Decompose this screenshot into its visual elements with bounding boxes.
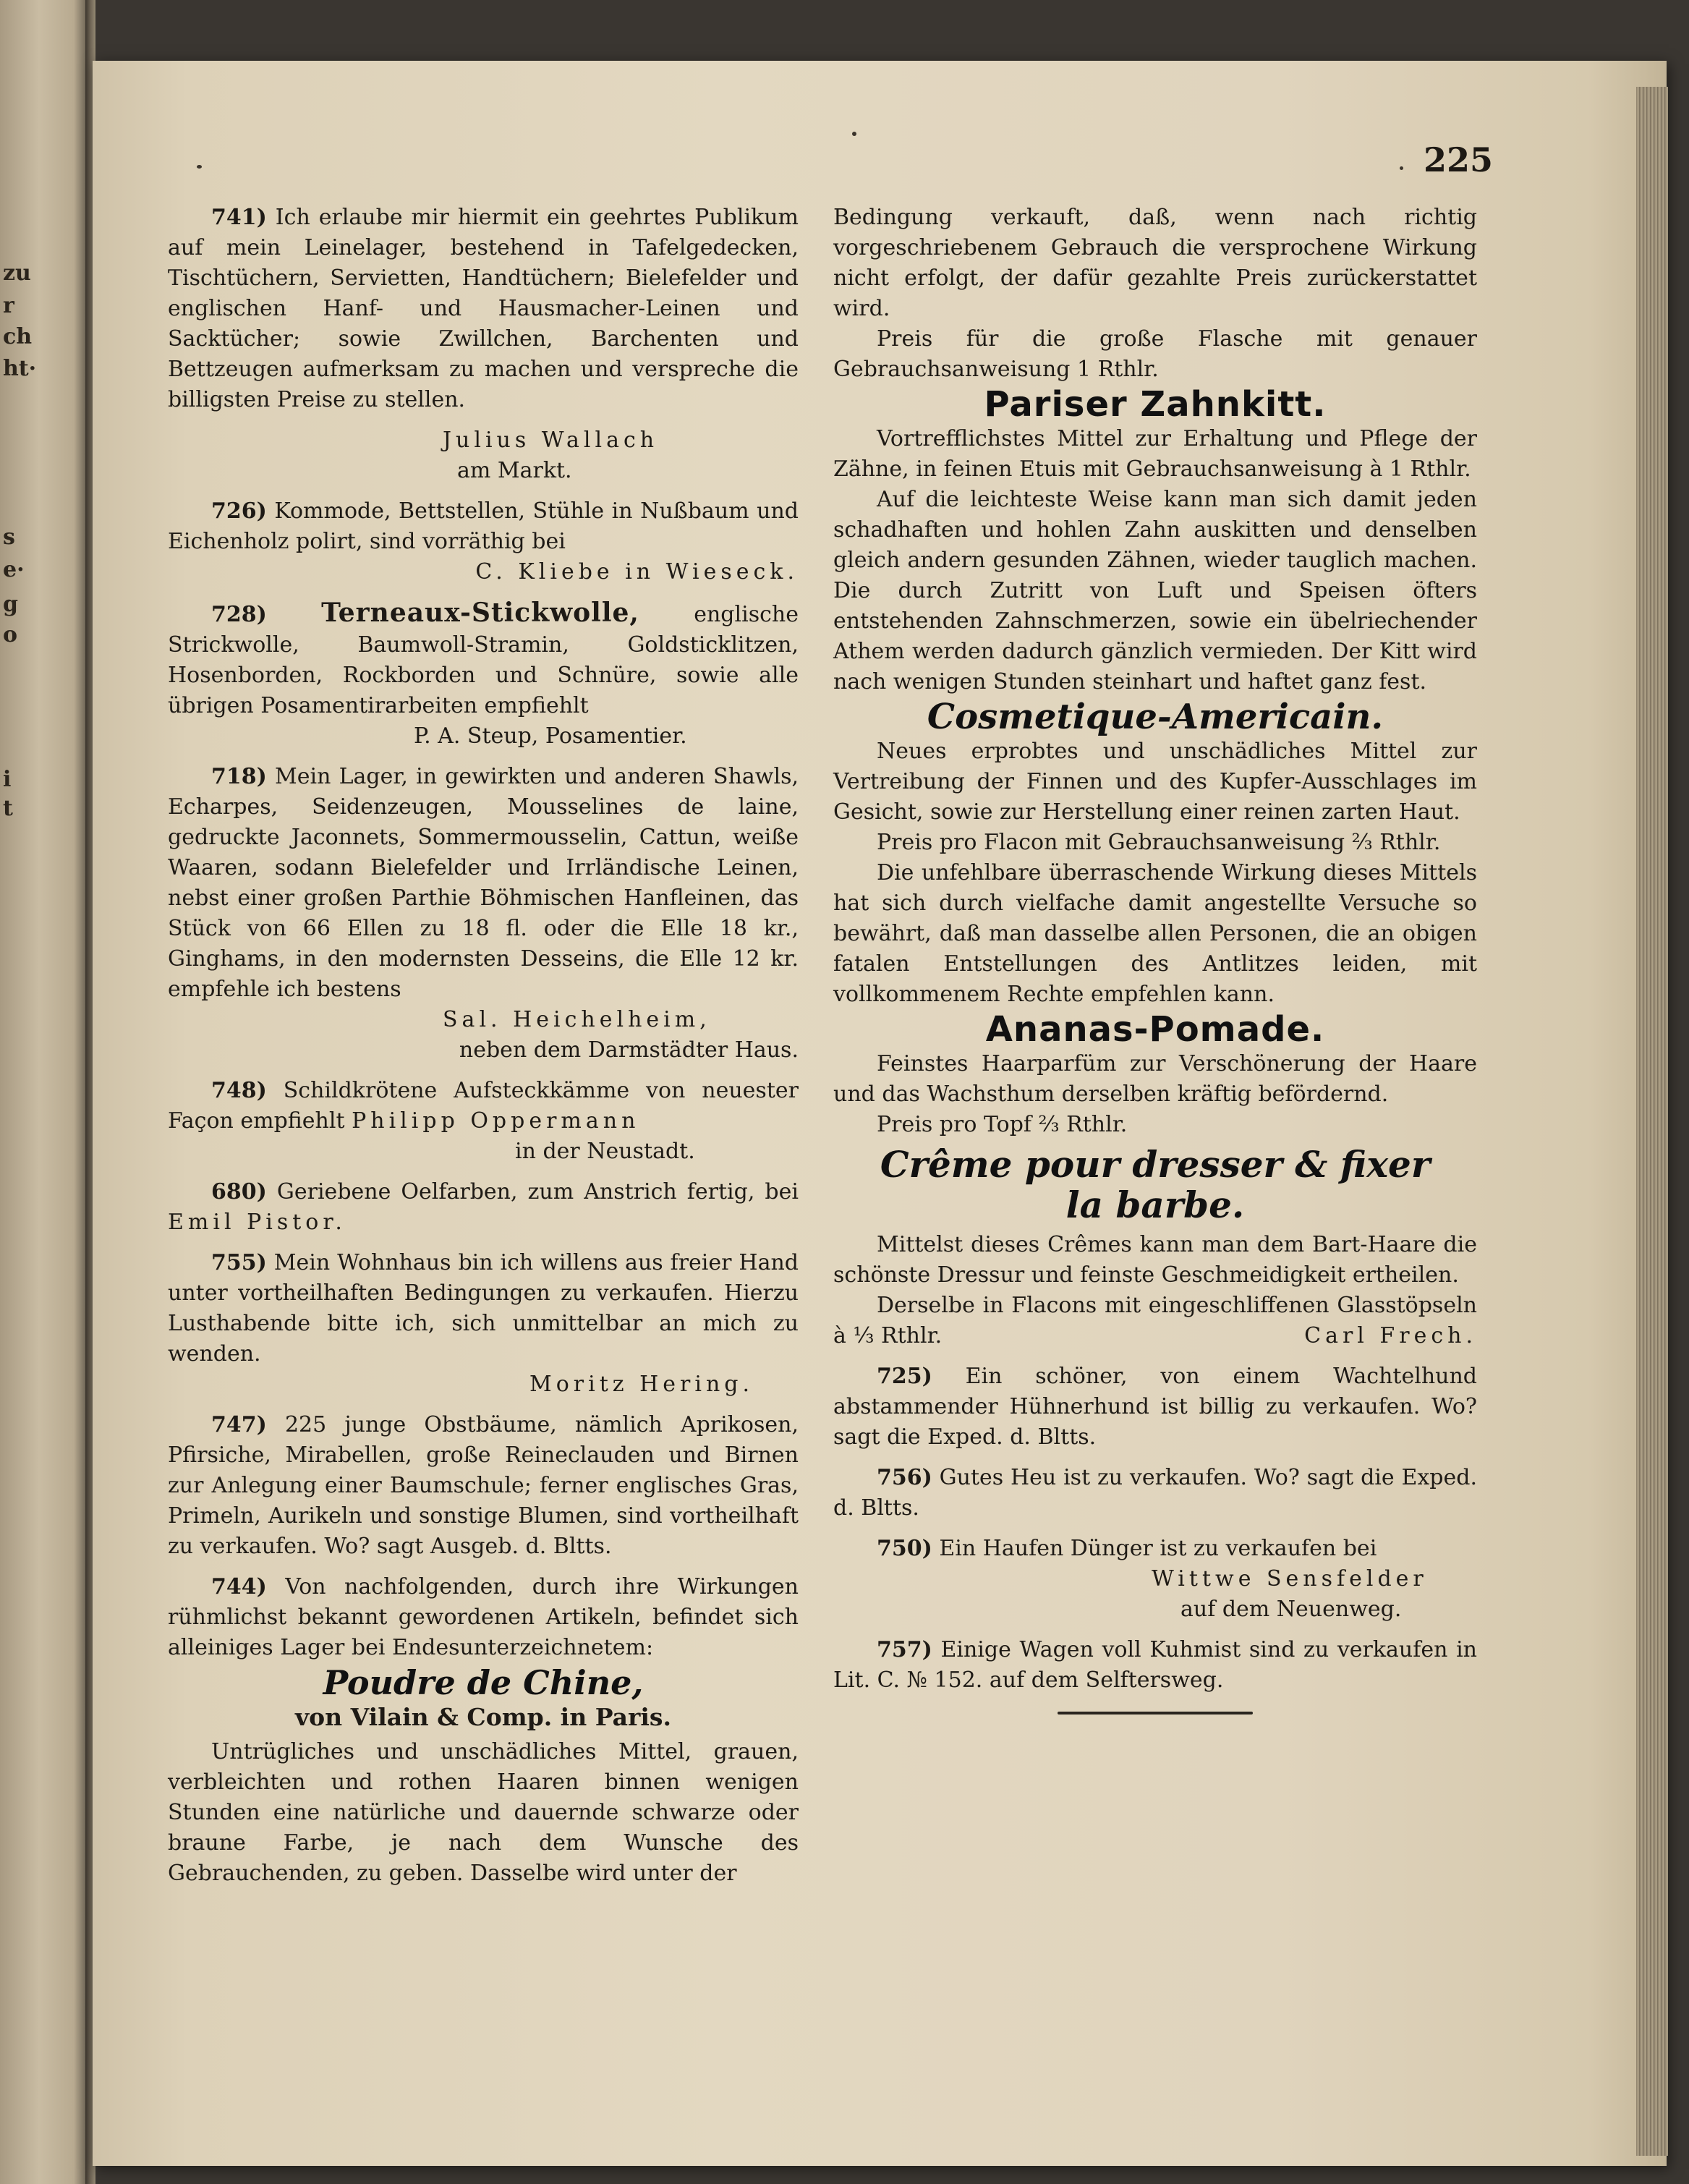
ad-signature: Sal. Heichelheim,: [443, 1007, 711, 1032]
ad-text: Schildkrötene Aufsteckkämme von neuester Façon empfiehlt: [168, 1078, 799, 1134]
zahnkitt-section: [833, 384, 1477, 697]
advert-747: [168, 1410, 799, 1562]
ad-number: 757): [877, 1637, 932, 1662]
ad-number: 748): [211, 1078, 267, 1103]
creme-heading: la barbe.: [1065, 1184, 1245, 1226]
ad-text: Gutes Heu ist zu verkaufen. Wo? sagt die Exped. d. Bltts.: [833, 1465, 1477, 1521]
fragment: o: [3, 622, 18, 647]
cosmetique-text: Neues erprobtes und unschädliches Mittel zur Vertreibung der Finnen und des Kupfer-Ausschlages im Gesicht, sowie zur Herstellung einer reinen zarten Haut.: [833, 739, 1477, 825]
ananas-text: Feinstes Haarparfüm zur Verschönerung der Haare und das Wachsthum derselben kräftig befördernd.: [833, 1051, 1477, 1107]
ad-address: am Markt.: [457, 458, 572, 483]
poudre-text: Untrügliches und unschädliches Mittel, grauen, verbleichten und rothen Haaren binnen wenigen Stunden eine natürliche und dauernde schwarze oder braune Farbe, je nach dem Wunsche des Gebrauchenden, zu geben. Dasselbe wird unter der: [168, 1739, 799, 1886]
brand-name: Terneaux-Stickwolle,: [321, 598, 639, 628]
fragment: e·: [3, 557, 25, 582]
left-page-margin: [0, 0, 87, 2184]
cosmetique-price: Preis pro Flacon mit Gebrauchsanweisung ⅔ Rthlr.: [877, 830, 1441, 855]
ad-text: Mein Wohnhaus bin ich willens aus freier Hand unter vortheilhaften Bedingungen zu verkaufen. Hierzu Lusthabende bitte ich, sich unmittelbar an mich zu wenden.: [168, 1250, 799, 1367]
ad-text: Mein Lager, in gewirkten und anderen Shawls, Echarpes, Seidenzeugen, Mousselines de laine, gedruckte Jaconnets, Sommermousselin, Cattun, weiße Waaren, sodann Bielefelder und Irrländische Leinen, nebst einer großen Parthie Böhmischen Hanfleinen, das Stück von 66 Ellen zu 18 fl. oder die Elle 18 kr., Ginghams, in den modernsten Desseins, die Elle 12 kr. empfehle ich bestens: [168, 764, 799, 1002]
ink-speck: [197, 165, 202, 169]
creme-section: [833, 1144, 1477, 1361]
page-stack-edge: [1636, 87, 1668, 2156]
advert-744: [168, 1572, 799, 1889]
ad-text: Kommode, Bettstellen, Stühle in Nußbaum und Eichenholz polirt, sind vorräthig bei: [168, 498, 799, 554]
zahnkitt-text: Auf die leichteste Weise kann man sich damit jeden schadhaften und hohlen Zahn auskitten und denselben gleich andern gesunden Zähnen, wieder tauglich machen. Die durch Zutritt von Luft und Speisen öfters entstehenden Zahnschmerzen, sowie ein übelriechender Athem werden dadurch gänzlich vermieden. Der Kitt wird nach wenigen Stunden steinhart und haftet ganz fest.: [833, 487, 1477, 694]
fragment: ch: [3, 324, 33, 349]
ad-number: 728): [211, 602, 267, 627]
ad-text: Ich erlaube mir hiermit ein geehrtes Publikum auf mein Leinelager, bestehend in Tafelgedecken, Tischtüchern, Servietten, Handtüchern; Bielefelder und englischen Hanf- und Hausmacher-Leinen und Sacktücher; sowie Zwillchen, Barchenten und Bettzeugen aufmerksam zu machen und verspreche die billigsten Preise zu stellen.: [168, 205, 799, 412]
advert-757: [833, 1635, 1477, 1696]
right-column: [833, 203, 1477, 1715]
ad-number: 718): [211, 764, 267, 789]
advert-748: [168, 1076, 799, 1167]
fragment: zu: [3, 260, 31, 286]
ad-number: 725): [877, 1364, 932, 1389]
fragment: g: [3, 592, 18, 617]
ad-signature: Carl Frech.: [1304, 1323, 1477, 1348]
ad-number: 680): [211, 1179, 267, 1204]
creme-heading: Crême pour dresser & fixer: [880, 1143, 1431, 1186]
advert-718: [168, 762, 799, 1066]
advert-755: [168, 1248, 799, 1400]
ad-text: Von nachfolgenden, durch ihre Wirkungen rühmlichst bekannt gewordenen Artikeln, befindet sich alleiniges Lager bei Endesunterzeichnetem:: [168, 1574, 799, 1660]
advert-726: [168, 496, 799, 587]
ad-address: in der Neustadt.: [515, 1139, 695, 1164]
ink-speck: [1400, 166, 1403, 170]
cosmetique-text: Die unfehlbare überraschende Wirkung dieses Mittels hat sich durch vielfache damit angestellte Versuche so bewährt, daß man dasselbe allen Personen, die an obigen fatalen Entstellungen des Antlitzes leiden, mit vollkommenem Rechte empfehlen kann.: [833, 860, 1477, 1007]
ad-signature: Moritz Hering.: [529, 1372, 754, 1397]
cosmetique-section: [833, 697, 1477, 1010]
ad-number: 747): [211, 1412, 267, 1437]
ad-text: Geriebene Oelfarben, zum Anstrich fertig, bei: [276, 1179, 799, 1204]
poudre-de-chine-heading: Poudre de Chine,: [323, 1663, 644, 1702]
advert-756: [833, 1463, 1477, 1524]
ad-number: 744): [211, 1574, 267, 1599]
ad-signature: P. A. Steup, Posamentier.: [414, 723, 687, 749]
page-number: 225: [1424, 140, 1494, 179]
ananas-price: Preis pro Topf ⅔ Rthlr.: [877, 1112, 1128, 1137]
fragment: ht·: [3, 356, 37, 381]
ananas-heading: Ananas-Pomade.: [985, 1009, 1325, 1050]
cosmetique-heading: Cosmetique-Americain.: [927, 697, 1384, 737]
end-rule: [1058, 1712, 1253, 1715]
ad-number: 750): [877, 1536, 932, 1561]
ad-signature: Julius Wallach: [443, 428, 659, 453]
ink-speck: [852, 132, 856, 136]
ad-signature: Wittwe Sensfelder: [1152, 1566, 1428, 1592]
ad-signature: Emil Pistor.: [168, 1210, 346, 1235]
ad-address: neben dem Darmstädter Haus.: [459, 1037, 799, 1063]
poudre-continued: Bedingung verkauft, daß, wenn nach richtig vorgeschriebenem Gebrauch die versprochene Wirkung nicht erfolgt, der dafür gezahlte Preis zurückerstattet wird.: [833, 205, 1477, 321]
ad-text: Ein Haufen Dünger ist zu verkaufen bei: [939, 1536, 1377, 1561]
ad-number: 726): [211, 498, 267, 524]
fragment: s: [3, 524, 15, 550]
ad-text: Einige Wagen voll Kuhmist sind zu verkaufen in Lit. C. № 152. auf dem Selftersweg.: [833, 1637, 1477, 1693]
ad-number: 741): [211, 205, 267, 230]
zahnkitt-text: Vortrefflichstes Mittel zur Erhaltung und Pflege der Zähne, in feinen Etuis mit Gebrauchsanweisung à 1 Rthlr.: [833, 426, 1477, 482]
fragment: i: [3, 767, 12, 792]
ad-number: 756): [877, 1465, 932, 1490]
ad-signature: Philipp Oppermann: [352, 1108, 640, 1134]
ad-text: englische Strickwolle, Baumwoll-Stramin, Goldsticklitzen, Hosenborden, Rockborden und Schnüre, sowie alle übrigen Posamentirarbeiten empfiehlt: [168, 602, 799, 718]
creme-price: Derselbe in Flacons mit eingeschliffenen Glasstöpseln à ⅓ Rthlr.: [833, 1293, 1477, 1348]
ananas-section: [833, 1009, 1477, 1140]
advert-750: [833, 1534, 1477, 1625]
advert-680: [168, 1177, 799, 1238]
fragment: r: [3, 293, 14, 318]
left-column: [168, 203, 799, 1889]
fragment: t: [3, 796, 13, 821]
ad-signature: C. Kliebe in Wieseck.: [475, 559, 799, 585]
advert-741: [168, 203, 799, 486]
creme-text: Mittelst dieses Crêmes kann man dem Bart-Haare die schönste Dressur und feinste Geschmeidigkeit ertheilen.: [833, 1232, 1477, 1288]
advert-725: [833, 1361, 1477, 1453]
advert-728: [168, 598, 799, 752]
ad-number: 755): [211, 1250, 267, 1275]
ad-address: auf dem Neuenweg.: [1180, 1597, 1402, 1622]
poudre-price: Preis für die große Flasche mit genauer Gebrauchsanweisung 1 Rthlr.: [833, 326, 1477, 382]
poudre-maker: von Vilain & Comp. in Paris.: [294, 1703, 671, 1731]
ad-text: Ein schöner, von einem Wachtelhund abstammender Hühnerhund ist billig zu verkaufen. Wo? sagt die Exped. d. Bltts.: [833, 1364, 1477, 1450]
ad-text: 225 junge Obstbäume, nämlich Aprikosen, Pfirsiche, Mirabellen, große Reineclauden und Birnen zur Anlegung einer Baumschule; ferner englisches Gras, Primeln, Aurikeln und sonstige Blumen, sind vortheilhaft zu verkaufen. Wo? sagt Ausgeb. d. Bltts.: [168, 1412, 799, 1559]
zahnkitt-heading: Pariser Zahnkitt.: [984, 384, 1327, 425]
left-page-text-fragments: [0, 0, 87, 2184]
